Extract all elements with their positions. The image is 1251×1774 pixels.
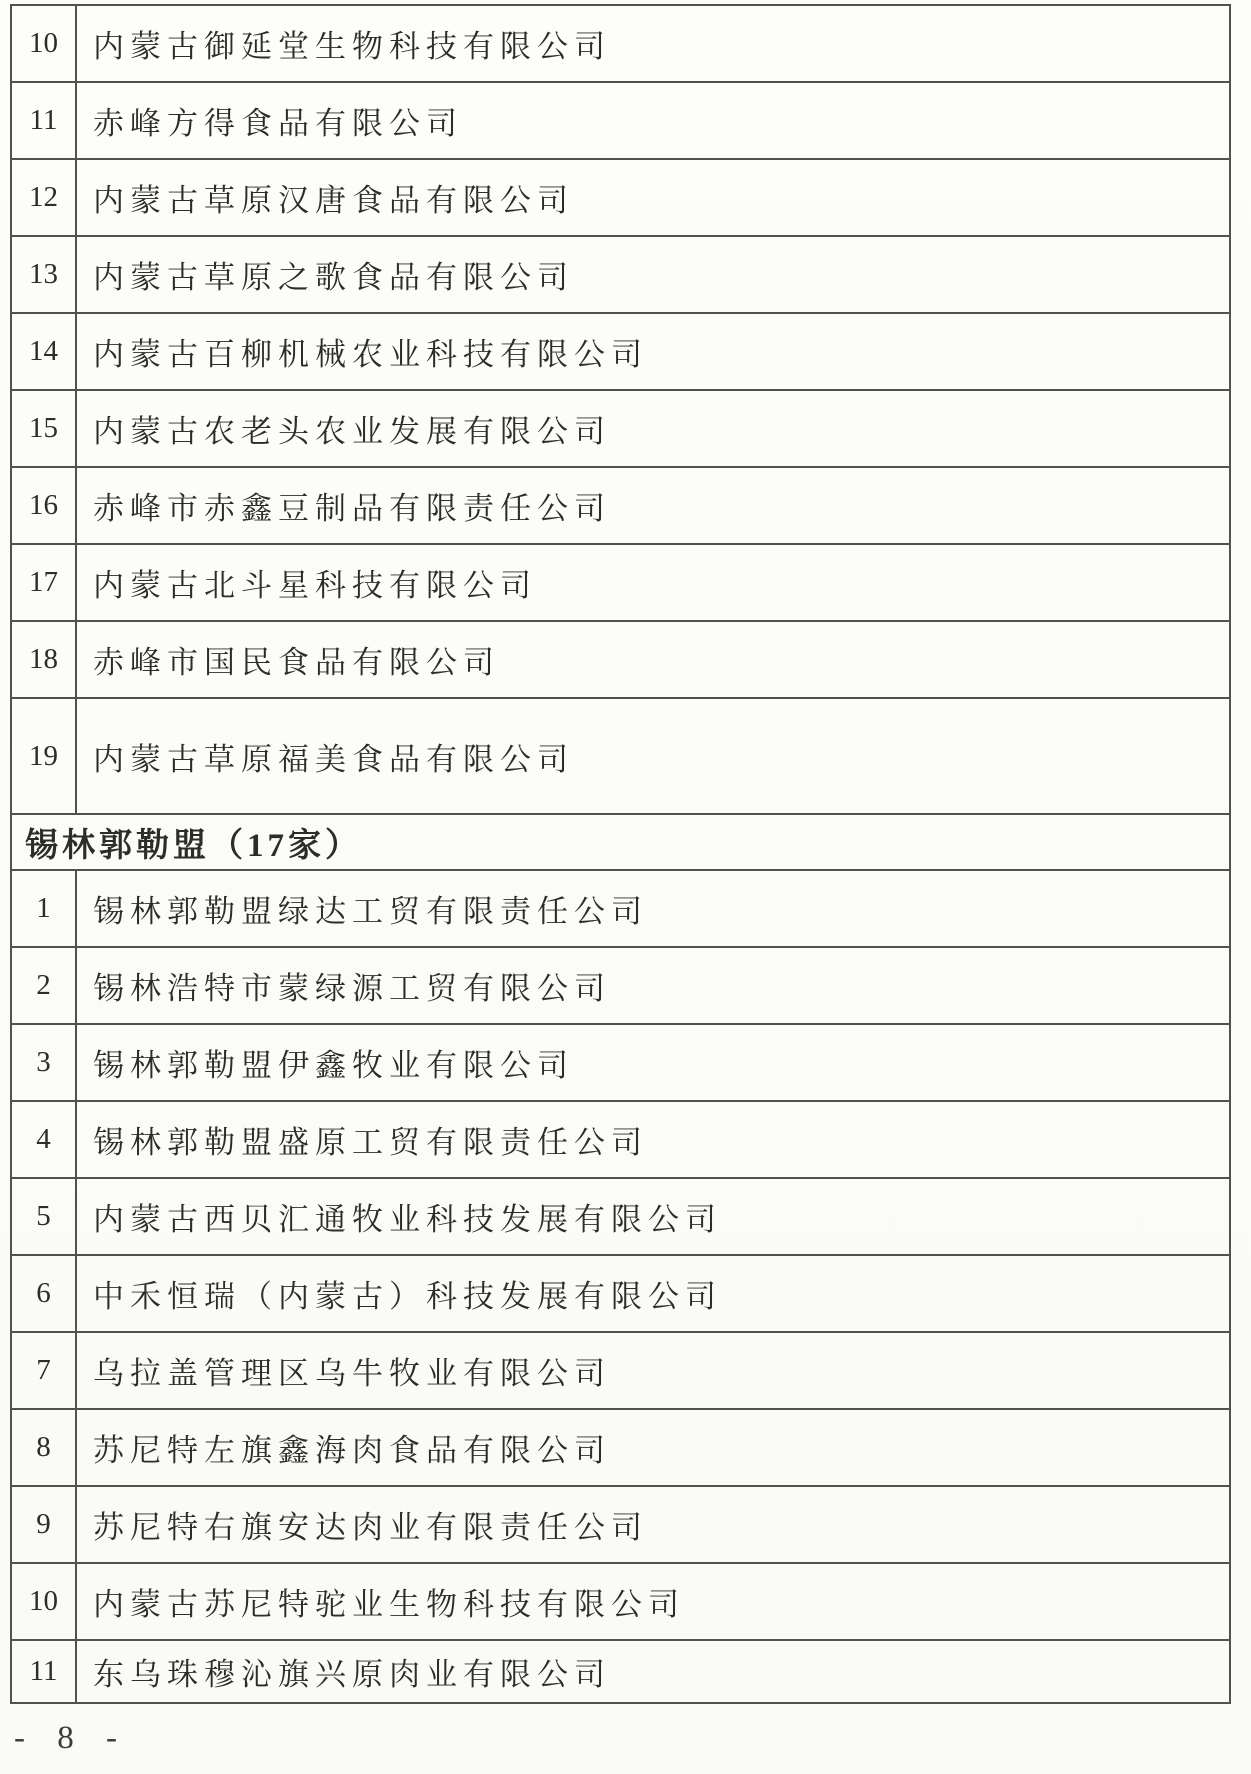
company-name: 赤峰市赤鑫豆制品有限责任公司 xyxy=(93,491,611,526)
row-number: 12 xyxy=(12,160,77,235)
row-number: 2 xyxy=(12,948,77,1023)
company-name: 锡林郭勒盟绿达工贸有限责任公司 xyxy=(93,894,648,929)
company-name: 锡林浩特市蒙绿源工贸有限公司 xyxy=(93,971,611,1006)
company-name: 内蒙古御延堂生物科技有限公司 xyxy=(93,29,611,64)
table-section-continuation xyxy=(12,6,1229,815)
row-number: 3 xyxy=(12,1025,77,1100)
table-row xyxy=(12,622,1229,699)
company-name: 内蒙古百柳机械农业科技有限公司 xyxy=(93,337,648,372)
company-name: 苏尼特左旗鑫海肉食品有限公司 xyxy=(93,1433,611,1468)
table-row xyxy=(12,545,1229,622)
company-table xyxy=(10,4,1231,1704)
row-number: 15 xyxy=(12,391,77,466)
table-row xyxy=(12,1410,1229,1487)
page-number: - 8 - xyxy=(14,1720,129,1756)
company-name: 内蒙古苏尼特驼业生物科技有限公司 xyxy=(93,1587,685,1622)
table-row xyxy=(12,83,1229,160)
row-number: 4 xyxy=(12,1102,77,1177)
table-row xyxy=(12,1025,1229,1102)
row-number: 18 xyxy=(12,622,77,697)
company-name: 东乌珠穆沁旗兴原肉业有限公司 xyxy=(93,1657,611,1692)
section-header-label: 锡林郭勒盟（17家） xyxy=(25,827,362,864)
company-name: 内蒙古草原汉唐食品有限公司 xyxy=(93,183,574,218)
row-number: 16 xyxy=(12,468,77,543)
company-name: 中禾恒瑞（内蒙古）科技发展有限公司 xyxy=(93,1279,722,1314)
row-number: 7 xyxy=(12,1333,77,1408)
company-name: 内蒙古北斗星科技有限公司 xyxy=(93,568,537,603)
row-number: 19 xyxy=(12,699,77,813)
company-name: 赤峰方得食品有限公司 xyxy=(93,106,463,141)
row-number: 5 xyxy=(12,1179,77,1254)
company-name: 乌拉盖管理区乌牛牧业有限公司 xyxy=(93,1356,611,1391)
row-number: 10 xyxy=(12,6,77,81)
company-name: 苏尼特右旗安达肉业有限责任公司 xyxy=(93,1510,648,1545)
table-row xyxy=(12,468,1229,545)
table-row xyxy=(12,314,1229,391)
row-number: 14 xyxy=(12,314,77,389)
table-row xyxy=(12,871,1229,948)
row-number: 11 xyxy=(12,1641,77,1702)
table-row xyxy=(12,1179,1229,1256)
company-name: 锡林郭勒盟伊鑫牧业有限公司 xyxy=(93,1048,574,1083)
table-row xyxy=(12,1487,1229,1564)
table-row xyxy=(12,1102,1229,1179)
company-name: 内蒙古草原之歌食品有限公司 xyxy=(93,260,574,295)
row-number: 11 xyxy=(12,83,77,158)
company-name: 内蒙古西贝汇通牧业科技发展有限公司 xyxy=(93,1202,722,1237)
table-row xyxy=(12,948,1229,1025)
row-number: 1 xyxy=(12,871,77,946)
row-number: 10 xyxy=(12,1564,77,1639)
section-header-row xyxy=(12,815,1229,871)
row-number: 6 xyxy=(12,1256,77,1331)
table-row xyxy=(12,1256,1229,1333)
table-row xyxy=(12,160,1229,237)
table-row xyxy=(12,6,1229,83)
table-row xyxy=(12,1641,1229,1702)
row-number: 9 xyxy=(12,1487,77,1562)
company-name: 内蒙古农老头农业发展有限公司 xyxy=(93,414,611,449)
company-name: 内蒙古草原福美食品有限公司 xyxy=(93,741,574,777)
table-row xyxy=(12,391,1229,468)
table-row xyxy=(12,237,1229,314)
table-row xyxy=(12,1564,1229,1641)
table-row xyxy=(12,699,1229,815)
row-number: 8 xyxy=(12,1410,77,1485)
table-section-xilingol xyxy=(12,871,1229,1702)
table-row xyxy=(12,1333,1229,1410)
company-name: 赤峰市国民食品有限公司 xyxy=(93,645,500,680)
row-number: 13 xyxy=(12,237,77,312)
company-name: 锡林郭勒盟盛原工贸有限责任公司 xyxy=(93,1125,648,1160)
row-number: 17 xyxy=(12,545,77,620)
